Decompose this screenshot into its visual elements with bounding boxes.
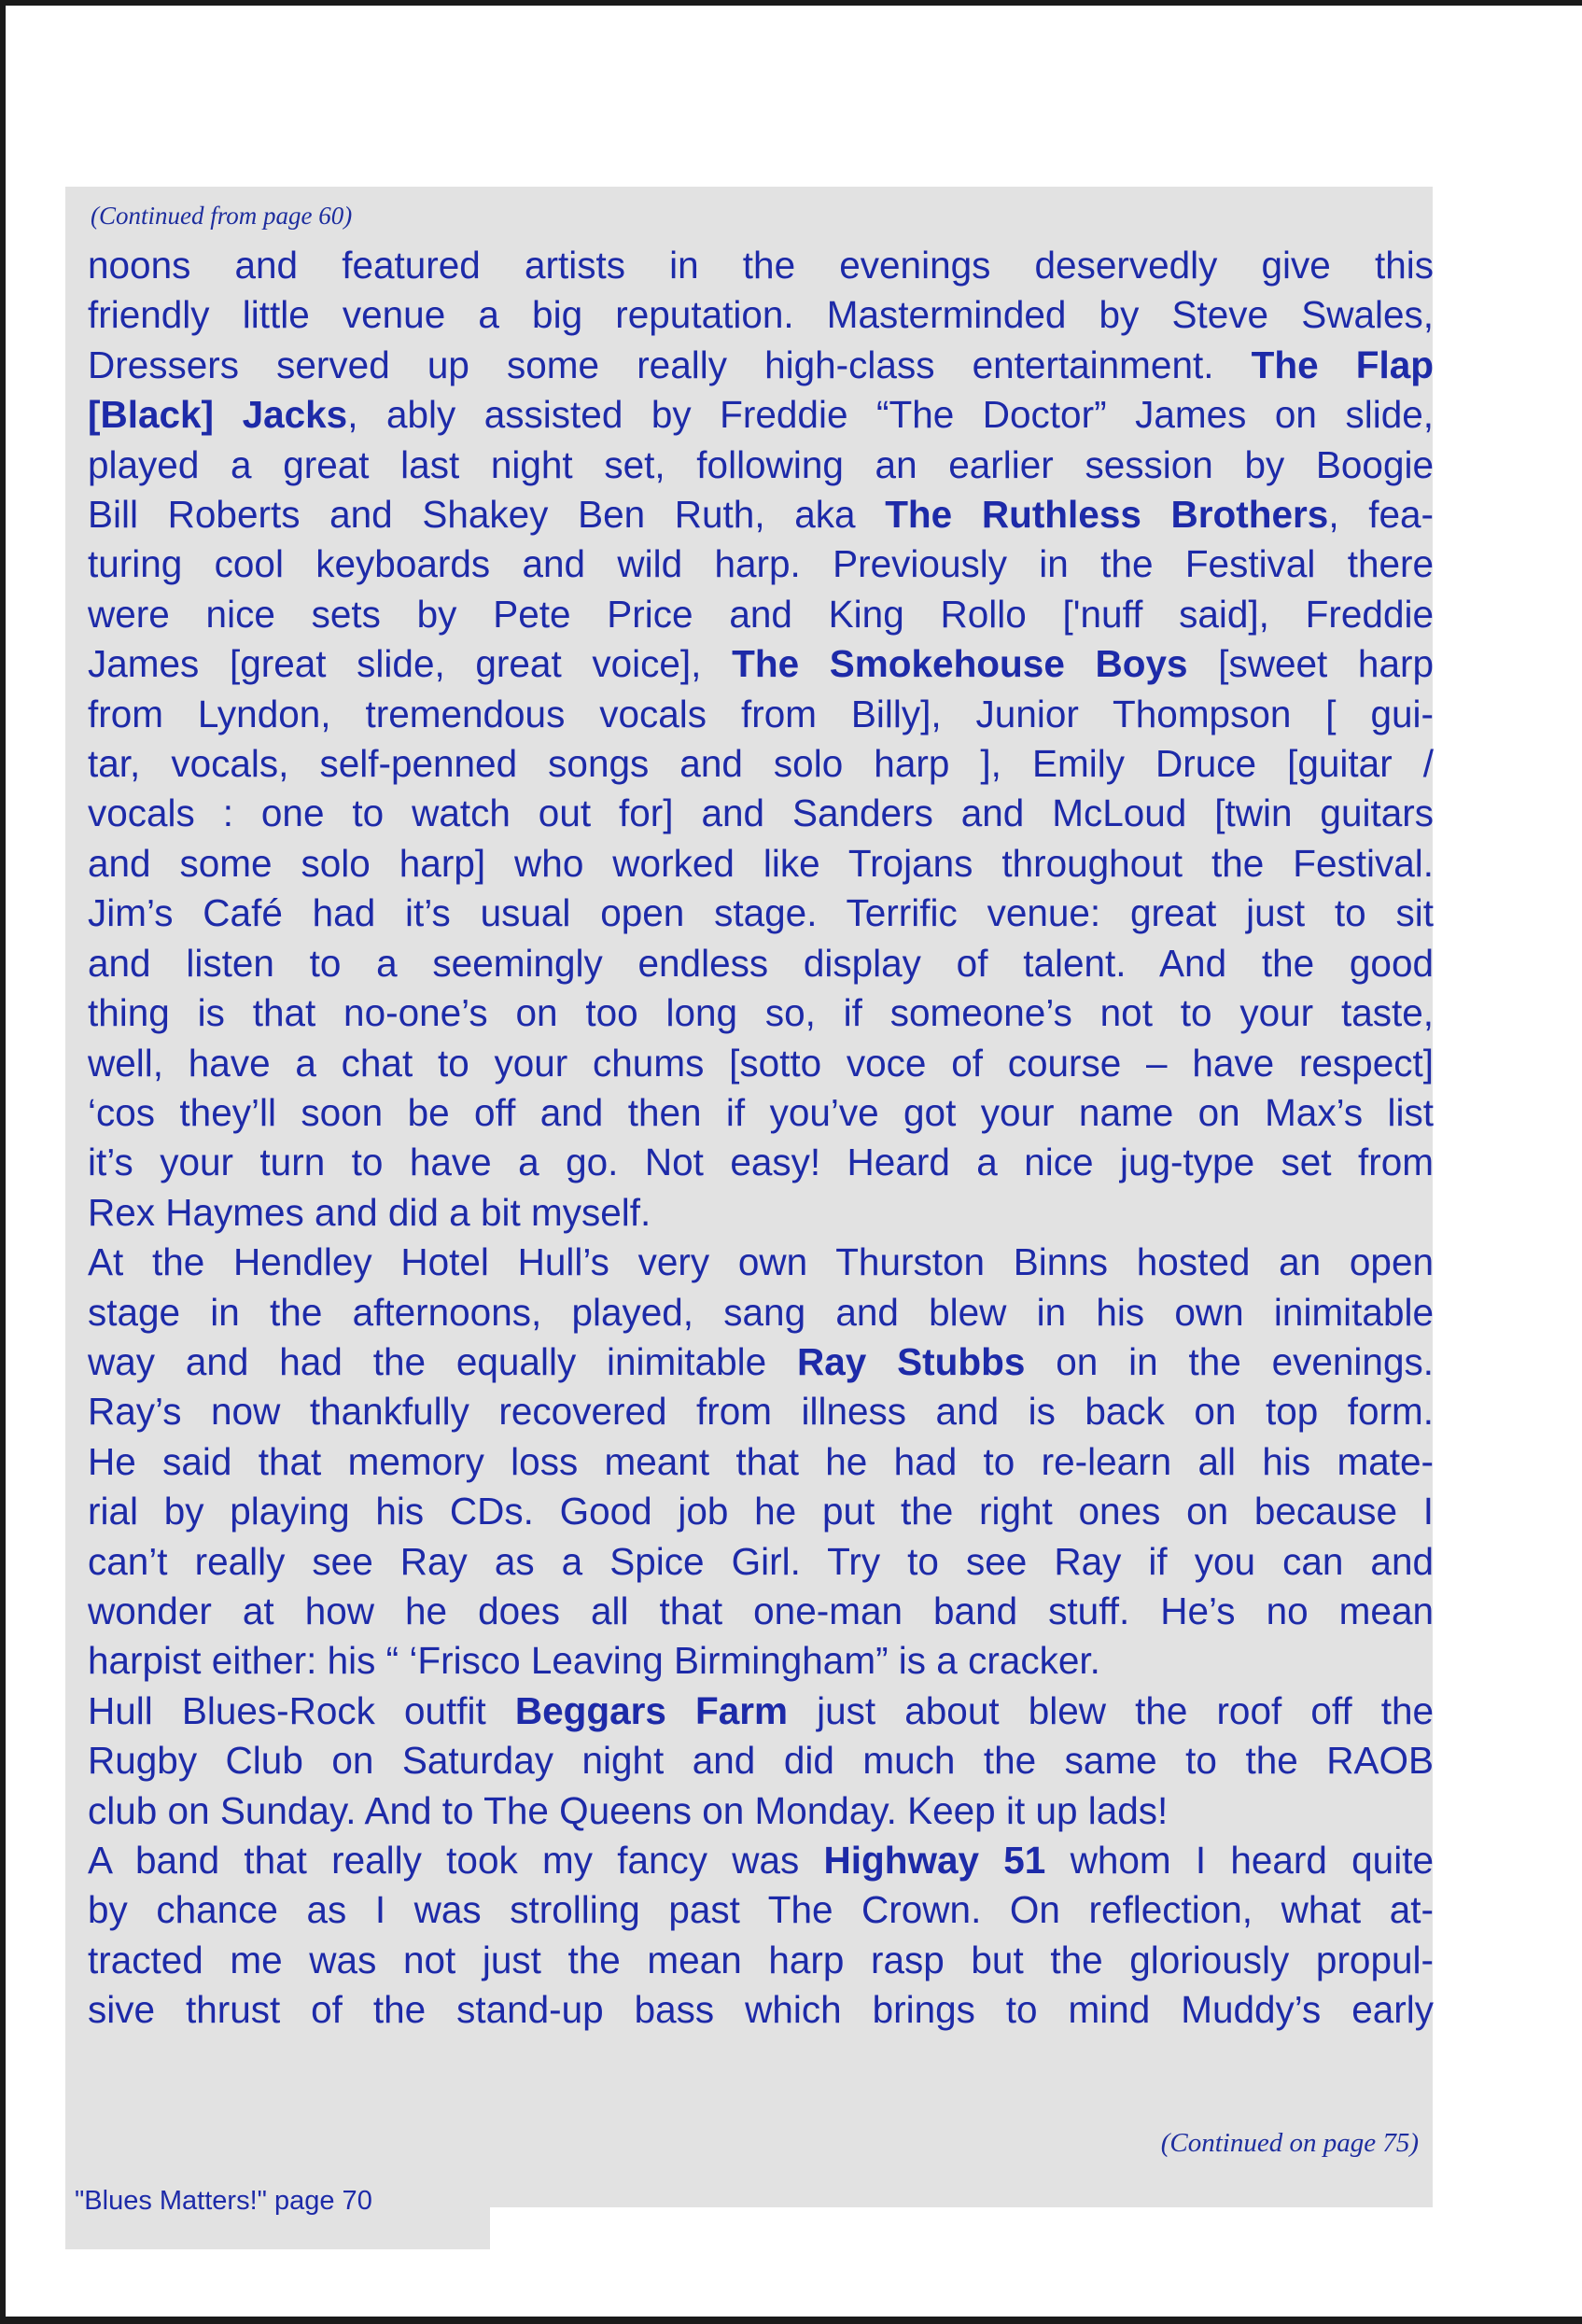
text-line — [88, 590, 1434, 639]
text-line — [88, 1487, 1434, 1536]
text-run: , fea- — [1328, 493, 1435, 537]
text-run: and some solo harp] who worked like Trojans throughout the Festival. — [88, 841, 1434, 885]
text-line — [88, 1687, 1434, 1736]
text-run: well, have a chat to your chums [sotto voce of course – have respect] — [88, 1041, 1434, 1085]
text-line — [88, 441, 1434, 490]
text-run: Rex Haymes and did a bit myself. — [88, 1190, 651, 1234]
continued-from-note: (Continued from page 60) — [91, 202, 353, 230]
text-line — [88, 241, 1434, 290]
continued-on-note: (Continued on page 75) — [1160, 2128, 1419, 2158]
bold-artist-name: The Flap — [1251, 343, 1434, 386]
text-run: tar, vocals, self-penned songs and solo harp ], Emily Druce [guitar / — [88, 742, 1434, 786]
text-run: whom I heard quite — [1045, 1839, 1434, 1882]
text-run: and listen to a seemingly endless display of talent. And the good — [88, 941, 1434, 985]
text-line — [88, 1288, 1434, 1337]
text-line — [88, 1088, 1434, 1138]
text-line — [88, 1836, 1434, 1885]
text-line — [88, 341, 1434, 390]
text-line — [88, 539, 1434, 589]
text-line — [88, 1736, 1434, 1785]
text-run: Ray’s now thankfully recovered from illness and is back on top form. — [88, 1390, 1434, 1434]
article-body — [88, 241, 1434, 2036]
text-run: played a great last night set, following an earlier session by Boogie — [88, 442, 1434, 486]
text-run: turing cool keyboards and wild harp. Previously in the Festival there — [88, 542, 1434, 586]
text-run: noons and featured artists in the evenings deservedly give this — [88, 244, 1434, 287]
text-line — [88, 490, 1434, 539]
text-run: Hull Blues-Rock outfit — [88, 1688, 515, 1732]
text-line — [88, 290, 1434, 340]
scan-border-bottom — [0, 2317, 1582, 2324]
text-run: ‘cos they’ll soon be off and then if you’ve got your name on Max’s list — [88, 1090, 1434, 1134]
text-line — [88, 1587, 1434, 1636]
bold-artist-name: Highway 51 — [823, 1839, 1046, 1882]
text-line — [88, 939, 1434, 988]
text-run: thing is that no-one’s on too long so, if someone’s not to your taste, — [88, 991, 1434, 1035]
text-run: sive thrust of the stand-up bass which brings to mind Muddy’s early — [88, 1988, 1434, 2032]
bold-artist-name: The Smokehouse Boys — [732, 642, 1188, 686]
text-run: tracted me was not just the mean harp rasp but the gloriously propul- — [88, 1938, 1434, 1981]
text-run: were nice sets by Pete Price and King Rollo ['nuff said], Freddie — [88, 592, 1434, 636]
text-line — [88, 1138, 1434, 1187]
page-footer: "Blues Matters!" page 70 — [75, 2186, 372, 2216]
text-line — [88, 1936, 1434, 1985]
text-run: wonder at how he does all that one-man band stuff. He’s no mean — [88, 1589, 1434, 1632]
text-run: Dressers served up some really high-class entertainment. — [88, 343, 1252, 386]
text-run: [sweet harp — [1187, 642, 1434, 686]
bold-artist-name: The Ruthless Brothers — [885, 493, 1329, 537]
bold-artist-name: [Black] Jacks — [88, 393, 348, 437]
text-line — [88, 1786, 1434, 1836]
text-line — [88, 889, 1434, 938]
text-run: club on Sunday. And to The Queens on Monday. Keep it up lads! — [88, 1788, 1169, 1832]
text-line — [88, 690, 1434, 739]
text-line — [88, 839, 1434, 889]
text-run: , ably assisted by Freddie “The Doctor” James on slide, — [347, 393, 1434, 437]
text-line — [88, 1238, 1434, 1287]
text-line — [88, 1537, 1434, 1587]
text-run: from Lyndon, tremendous vocals from Billy], Junior Thompson [ gui- — [88, 692, 1434, 735]
text-run: way and had the equally inimitable — [88, 1339, 797, 1383]
text-line — [88, 1188, 1434, 1238]
text-run: just about blew the roof off the — [788, 1688, 1434, 1732]
text-line — [88, 1437, 1434, 1487]
text-run: on in the evenings. — [1025, 1339, 1434, 1383]
bold-artist-name: Ray Stubbs — [796, 1339, 1026, 1383]
scan-border-top — [0, 0, 1582, 6]
text-run: stage in the afternoons, played, sang and blew in his own inimitable — [88, 1290, 1434, 1334]
text-line — [88, 390, 1434, 440]
text-run: rial by playing his CDs. Good job he put the right ones on because I — [88, 1490, 1434, 1533]
text-run: He said that memory loss meant that he had to re-learn all his mate- — [88, 1439, 1434, 1483]
text-line — [88, 639, 1434, 689]
text-line — [88, 1039, 1434, 1088]
text-run: Bill Roberts and Shakey Ben Ruth, aka — [88, 493, 886, 537]
text-run: vocals : one to watch out for] and Sanders and McLoud [twin guitars — [88, 791, 1434, 835]
text-line — [88, 1885, 1434, 1935]
text-run: friendly little venue a big reputation. Masterminded by Steve Swales, — [88, 293, 1434, 337]
text-run: Rugby Club on Saturday night and did much the same to the RAOB — [88, 1739, 1434, 1783]
text-line — [88, 1337, 1434, 1387]
text-run: A band that really took my fancy was — [88, 1839, 824, 1882]
text-run: James [great slide, great voice], — [88, 642, 733, 686]
text-run: harpist either: his “ ‘Frisco Leaving Birmingham” is a cracker. — [88, 1639, 1100, 1683]
bold-artist-name: Beggars Farm — [514, 1688, 789, 1732]
text-line — [88, 1985, 1434, 2035]
text-line — [88, 1387, 1434, 1436]
scan-border-left — [0, 0, 6, 2324]
text-line — [88, 988, 1434, 1038]
text-line — [88, 739, 1434, 789]
text-run: At the Hendley Hotel Hull’s very own Thurston Binns hosted an open — [88, 1240, 1434, 1284]
text-run: Jim’s Café had it’s usual open stage. Terrific venue: great just to sit — [88, 891, 1434, 935]
text-line — [88, 789, 1434, 838]
text-run: can’t really see Ray as a Spice Girl. Try to see Ray if you can and — [88, 1539, 1434, 1583]
text-run: by chance as I was strolling past The Crown. On reflection, what at- — [88, 1888, 1434, 1932]
text-run: it’s your turn to have a go. Not easy! Heard a nice jug-type set from — [88, 1141, 1434, 1184]
text-line — [88, 1636, 1434, 1686]
